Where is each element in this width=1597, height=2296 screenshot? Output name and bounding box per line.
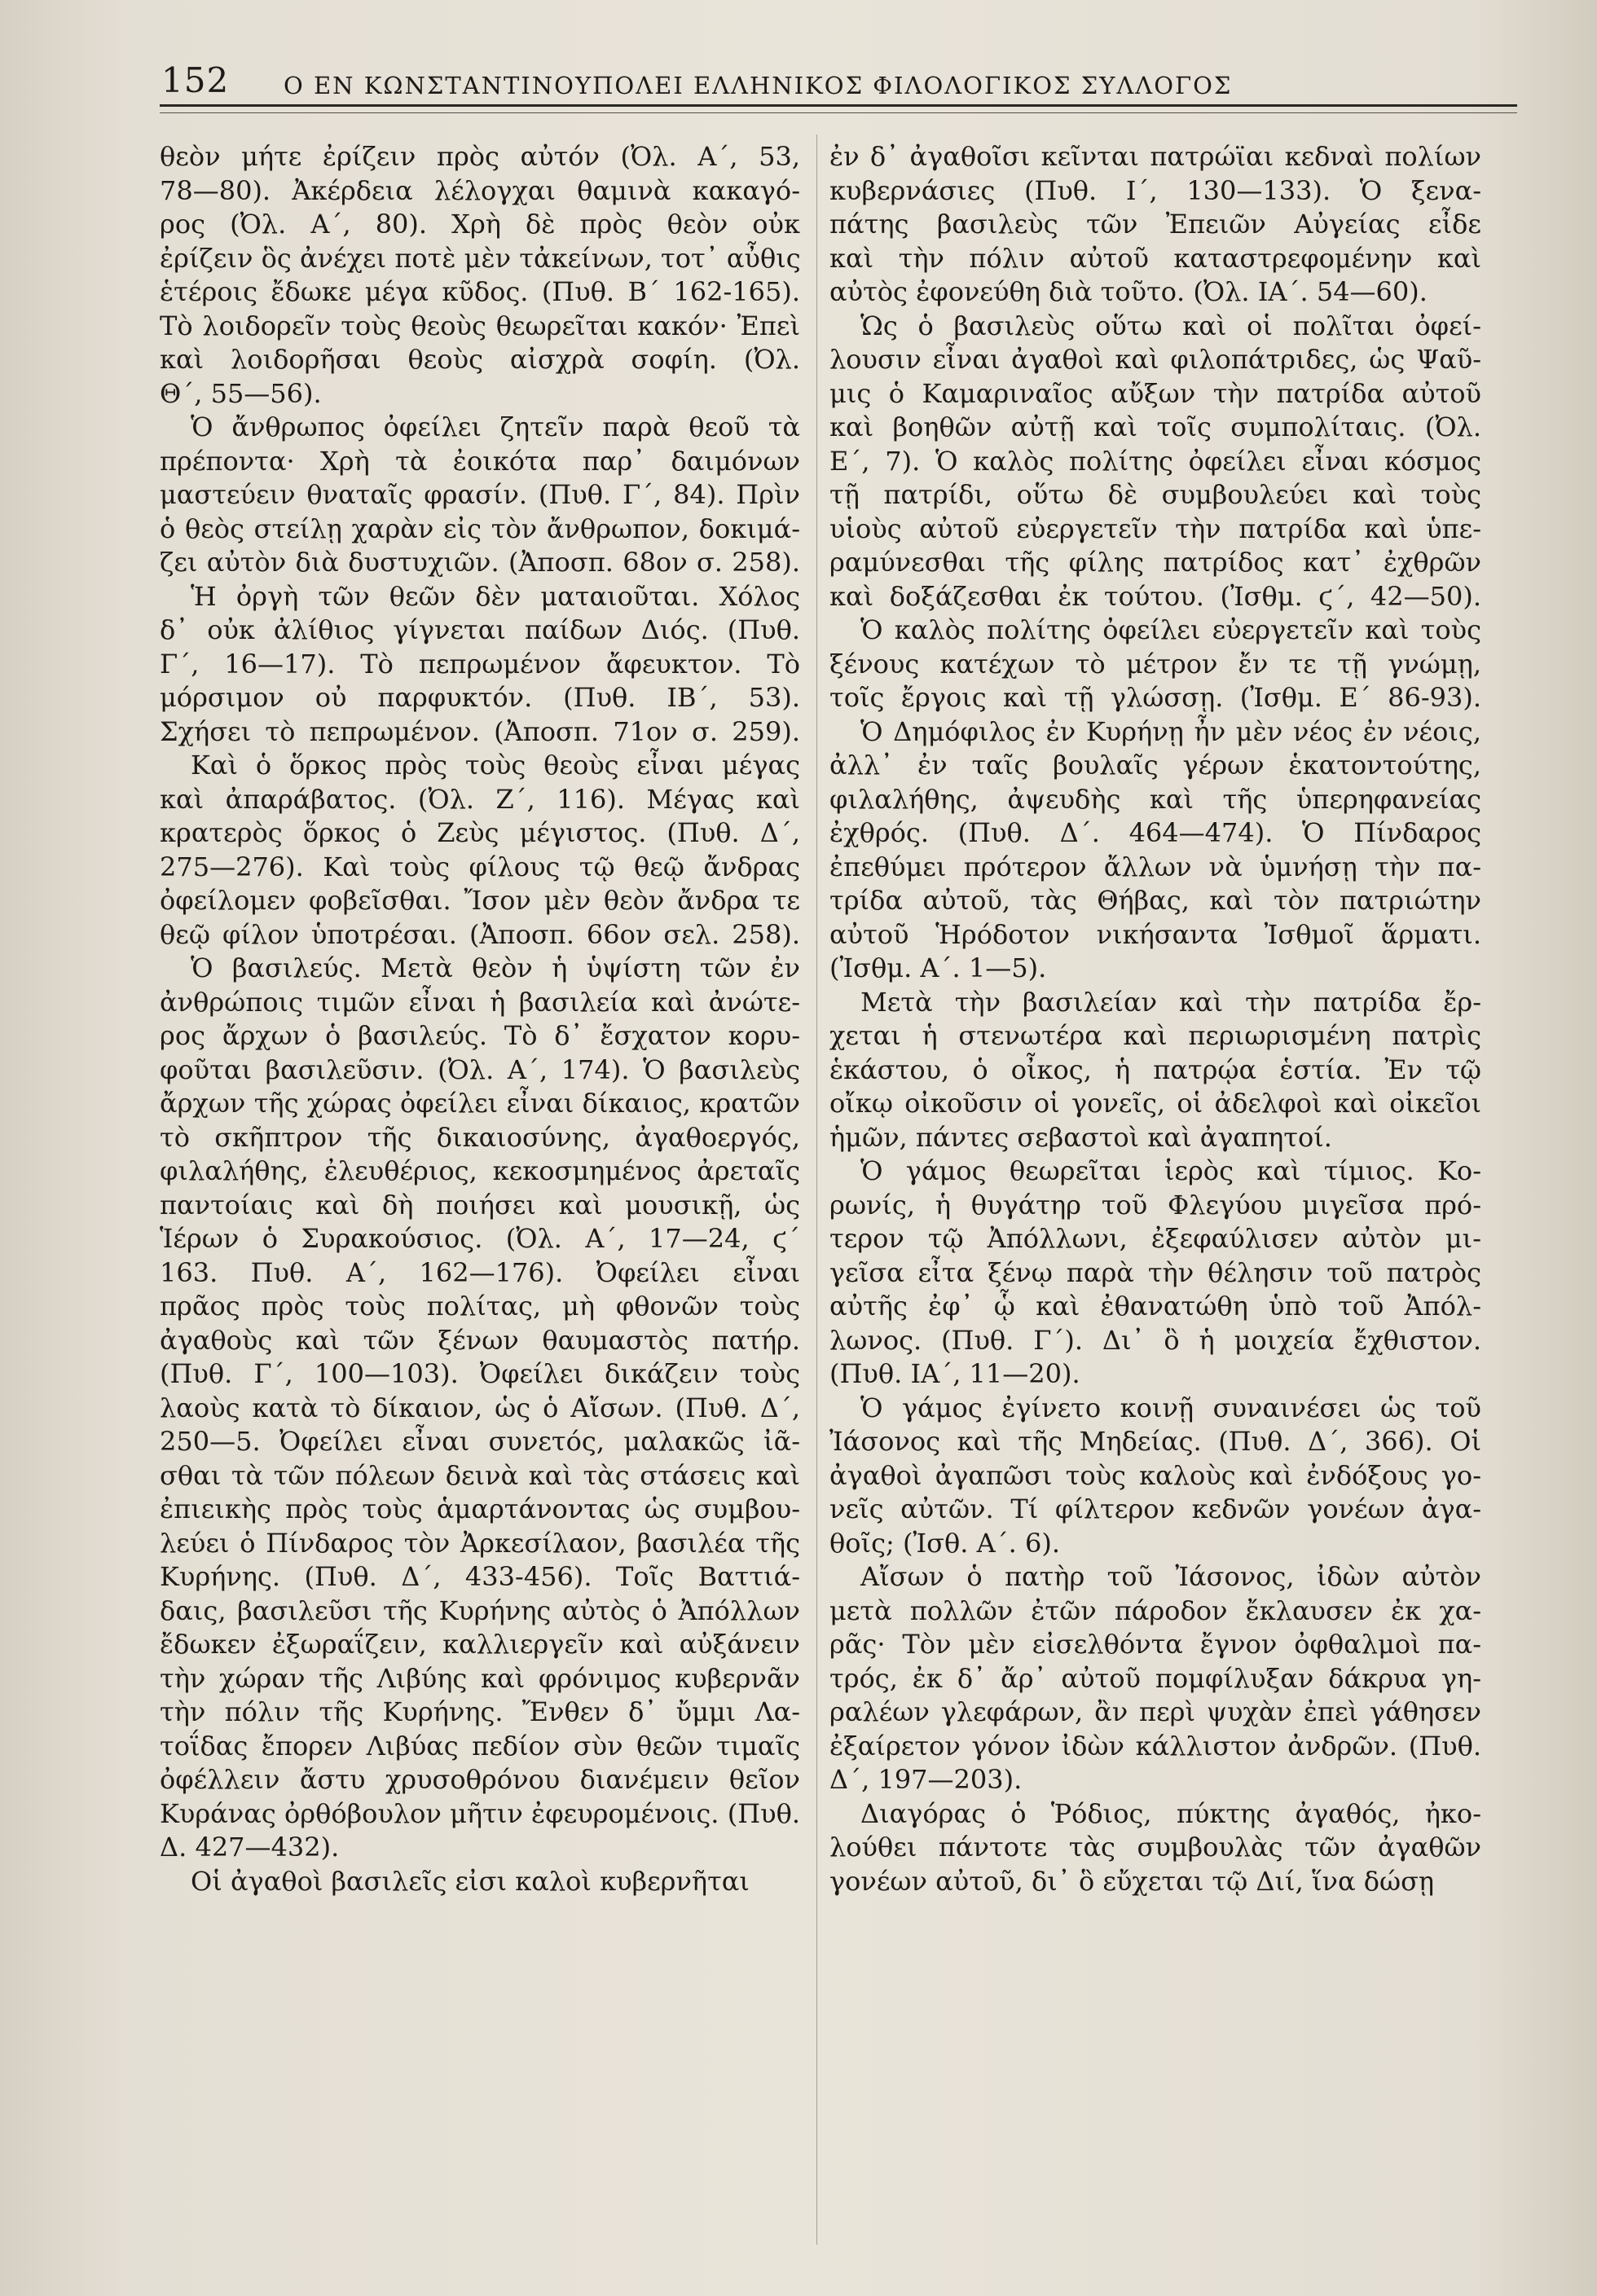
- text-line: φιλαλήθης, ἀψευδὴς καὶ τῆς ὑπερηφανείας: [829, 783, 1481, 815]
- text-line: γεῖσα εἶτα ξένῳ παρὰ τὴν θέλησιν τοῦ πατρὸς: [829, 1256, 1481, 1288]
- text-line: τὴν χώραν τῆς Λιβύης καὶ φρόνιμος κυβερνᾶν: [160, 1662, 800, 1694]
- text-line: ὀφείλομεν φοβεῖσθαι. Ἴσον μὲν θεὸν ἄνδρα τε: [160, 885, 800, 916]
- text-line: Δ. 427—432).: [160, 1832, 340, 1863]
- text-line: 163. Πυθ. Α΄, 162—176). Ὀφείλει εἶναι: [160, 1256, 800, 1288]
- text-line: νεῖς αὐτῶν. Τί φίλτερον κεδνῶν γονέων ἀγα-: [829, 1493, 1481, 1524]
- text-line: 250—5. Ὀφείλει εἶναι συνετός, μαλακῶς ἰᾶ-: [160, 1426, 800, 1457]
- text-line: ἐπιεικὴς πρὸς τοὺς ἁμαρτάνοντας ὡς συμβου-: [160, 1493, 800, 1524]
- column-divider: [816, 134, 817, 2245]
- text-line: λαοὺς κατὰ τὸ δίκαιον, ὡς ὁ Αἴσων. (Πυθ. Δ΄,: [160, 1392, 800, 1423]
- text-line: καὶ λοιδορῆσαι θεοὺς αἰσχρὰ σοφίη. (Ὀλ.: [160, 344, 800, 375]
- text-line: αὐτὸς ἐφονεύθη διὰ τοῦτο. (Ὀλ. ΙΑ΄. 54—60).: [829, 276, 1428, 307]
- text-line: αὐτῆς ἐφ᾽ ᾧ καὶ ἐθανατώθη ὑπὸ τοῦ Ἀπόλ-: [829, 1291, 1481, 1322]
- text-line: Ὁ ἄνθρωπος ὀφείλει ζητεῖν παρὰ θεοῦ τὰ: [191, 411, 800, 442]
- text-line: φιλαλήθης, ἐλευθέριος, κεκοσμημένος ἀρεταῖς: [160, 1155, 800, 1186]
- text-line: 78—80). Ἀκέρδεια λέλογχαι θαμινὰ κακαγό-: [160, 174, 800, 206]
- text-line: ἑτέροις ἔδωκε μέγα κῦδος. (Πυθ. Β΄ 162-165).: [160, 276, 800, 307]
- text-line: Κυρήνης. (Πυθ. Δ΄, 433-456). Τοῖς Βαττιά-: [160, 1561, 800, 1592]
- text-line: παντοίαις καὶ δὴ ποιήσει καὶ μουσικῇ, ὡς: [160, 1189, 800, 1221]
- text-line: ἄρχων τῆς χώρας ὀφείλει εἶναι δίκαιος, κρατῶν: [160, 1088, 800, 1119]
- text-line: Ἱέρων ὁ Συρακούσιος. (Ὀλ. Α΄, 17—24, ϛ΄: [160, 1223, 800, 1254]
- text-line: ρος ἄρχων ὁ βασιλεύς. Τὸ δ᾽ ἔσχατον κορυ-: [160, 1020, 800, 1051]
- text-line: Ἰάσονος καὶ τῆς Μηδείας. (Πυθ. Δ΄, 366). Οἱ: [829, 1426, 1481, 1457]
- text-line: μόρσιμον οὐ παρφυκτόν. (Πυθ. ΙΒ΄, 53).: [160, 682, 800, 713]
- text-line: ραλέων γλεφάρων, ἂν περὶ ψυχὰν ἐπεὶ γάθησεν: [829, 1696, 1481, 1727]
- header-rule-thin: [160, 112, 1517, 113]
- text-line: ἐν δ᾽ ἀγαθοῖσι κεῖνται πατρώϊαι κεδναὶ πολίων: [829, 141, 1481, 172]
- text-line: μετὰ πολλῶν ἐτῶν πάροδον ἔκλαυσεν ἐκ χα-: [829, 1594, 1481, 1626]
- text-line: λεύει ὁ Πίνδαρος τὸν Ἀρκεσίλαον, βασιλέα τῆς: [160, 1527, 800, 1559]
- text-line: σθαι τὰ τῶν πόλεων δεινὰ καὶ τὰς στάσεις καὶ: [160, 1459, 800, 1491]
- text-line: καὶ τὴν πόλιν αὐτοῦ καταστρεφομένην καὶ: [829, 242, 1481, 274]
- text-line: πρέποντα· Χρὴ τὰ ἐοικότα παρ᾽ δαιμόνων: [160, 445, 800, 477]
- text-line: λωνος. (Πυθ. Γ΄). Δι᾽ ὃ ἡ μοιχεία ἔχθιστον.: [829, 1324, 1481, 1356]
- text-line: ὁ θεὸς στείλῃ χαρὰν εἰς τὸν ἄνθρωπον, δοκιμά-: [160, 512, 800, 544]
- text-line: ἐπεθύμει πρότερον ἄλλων νὰ ὑμνήσῃ τὴν πα-: [829, 851, 1481, 882]
- header-rule: [160, 104, 1517, 107]
- text-line: Καὶ ὁ ὅρκος πρὸς τοὺς θεοὺς εἶναι μέγας: [191, 750, 800, 781]
- text-line: Ὁ γάμος θεωρεῖται ἱερὸς καὶ τίμιος. Κο-: [860, 1155, 1481, 1186]
- text-line: υἱοὺς αὐτοῦ εὐεργετεῖν τὴν πατρίδα καὶ ὑπε-: [829, 512, 1481, 544]
- text-line: πρᾶος πρὸς τοὺς πολίτας, μὴ φθονῶν τοὺς: [160, 1291, 800, 1322]
- text-line: ζει αὐτὸν διὰ δυστυχιῶν. (Ἀποσπ. 68ον σ. 258).: [160, 547, 800, 578]
- text-line: πάτης βασιλεὺς τῶν Ἐπειῶν Αὐγείας εἶδε: [829, 209, 1481, 240]
- text-line: ὀφέλλειν ἄστυ χρυσοθρόνου διανέμειν θεῖον: [160, 1764, 800, 1795]
- text-line: τοΐδας ἔπορεν Λιβύας πεδίον σὺν θεῶν τιμαῖς: [160, 1730, 800, 1762]
- text-line: δ᾽ οὐκ ἀλίθιος γίγνεται παίδων Διός. (Πυθ.: [160, 614, 800, 645]
- text-line: ἡμῶν, πάντες σεβαστοὶ καὶ ἀγαπητοί.: [829, 1121, 1332, 1153]
- text-line: καὶ βοηθῶν αὐτῇ καὶ τοῖς συμπολίταις. (Ὀλ.: [829, 411, 1481, 442]
- text-line: Κυράνας ὀρθόβουλον μῆτιν ἐφευρομένοις. (Πυθ.: [160, 1797, 800, 1829]
- text-line: οἴκῳ οἰκοῦσιν οἱ γονεῖς, οἱ ἀδελφοὶ καὶ οἰκεῖοι: [829, 1088, 1481, 1119]
- text-line: ρωνίς, ἡ θυγάτηρ τοῦ Φλεγύου μιγεῖσα πρό-: [829, 1189, 1481, 1221]
- text-line: τὸ σκῆπτρον τῆς δικαιοσύνης, ἀγαθοεργός,: [160, 1121, 800, 1153]
- running-title: Ο ΕΝ ΚΩΝΣΤΑΝΤΙΝΟΥΠΟΛΕΙ ΕΛΛΗΝΙΚΟΣ ΦΙΛΟΛΟΓΙΚΟΣ ΣΥΛΛΟΓΟΣ: [284, 72, 1233, 99]
- text-line: τρός, ἐκ δ᾽ ἄρ᾽ αὐτοῦ πομφίλυξαν δάκρυα γη-: [829, 1662, 1481, 1694]
- text-line: ἐρίζειν ὃς ἀνέχει ποτὲ μὲν τἀκείνων, τοτ᾽ αὖθις: [160, 242, 801, 274]
- text-line: θεὸν μήτε ἐρίζειν πρὸς αὐτόν (Ὀλ. Α΄, 53,: [160, 141, 800, 172]
- text-line: καὶ ἀπαράβατος. (Ὀλ. Ζ΄, 116). Μέγας καὶ: [160, 783, 800, 815]
- text-line: ἀλλ᾽ ἐν ταῖς βουλαῖς γέρων ἑκατοντούτης,: [829, 750, 1481, 781]
- text-line: τῇ πατρίδι, οὕτω δὲ συμβουλεύει καὶ τοὺς: [829, 479, 1481, 510]
- text-line: ρος (Ὀλ. Α΄, 80). Χρὴ δὲ πρὸς θεὸν οὐκ: [160, 209, 800, 240]
- text-line: χεται ἡ στενωτέρα καὶ περιωρισμένη πατρὶς: [829, 1020, 1481, 1051]
- text-line: φοῦται βασιλεῦσιν. (Ὀλ. Α΄, 174). Ὁ βασιλεὺς: [160, 1053, 800, 1085]
- page-header: [161, 60, 1530, 101]
- text-line: Ὡς ὁ βασιλεὺς οὕτω καὶ οἱ πολῖται ὀφεί-: [860, 310, 1481, 341]
- text-line: Ὁ καλὸς πολίτης ὀφείλει εὐεργετεῖν καὶ τοὺς: [860, 614, 1481, 645]
- text-line: κρατερὸς ὅρκος ὁ Ζεὺς μέγιστος. (Πυθ. Δ΄,: [160, 817, 800, 848]
- text-line: μις ὁ Καμαριναῖος αὔξων τὴν πατρίδα αὐτοῦ: [829, 377, 1481, 409]
- text-line: ἔδωκεν ἐξωραΐζειν, καλλιεργεῖν καὶ αὐξάνειν: [160, 1629, 800, 1660]
- text-line: ραμύνεσθαι τῆς φίλης πατρίδος κατ᾽ ἐχθρῶν: [829, 547, 1481, 578]
- text-line: Δ΄, 197—203).: [829, 1764, 1023, 1795]
- text-line: ἐχθρός. (Πυθ. Δ΄. 464—474). Ὁ Πίνδαρος: [829, 817, 1481, 848]
- text-line: δαις, βασιλεῦσι τῆς Κυρήνης αὐτὸς ὁ Ἀπόλλων: [160, 1594, 800, 1626]
- text-line: Ὁ βασιλεύς. Μετὰ θεὸν ἡ ὑψίστη τῶν ἐν: [191, 952, 800, 983]
- text-line: Διαγόρας ὁ Ῥόδιος, πύκτης ἀγαθός, ἠκο-: [860, 1797, 1481, 1829]
- text-line: αὐτοῦ Ἡρόδοτον νικήσαντα Ἰσθμοῖ ἅρματι.: [829, 918, 1481, 950]
- text-line: ἀγαθοὺς καὶ τῶν ξένων θαυμαστὸς πατήρ.: [160, 1324, 800, 1356]
- page-number: 152: [161, 60, 230, 100]
- text-line: Αἴσων ὁ πατὴρ τοῦ Ἰάσονος, ἰδὼν αὐτὸν: [860, 1561, 1481, 1592]
- text-line: Μετὰ τὴν βασιλείαν καὶ τὴν πατρίδα ἔρ-: [860, 986, 1481, 1018]
- text-line: Θ΄, 55—56).: [160, 377, 322, 409]
- text-line: λουσιν εἶναι ἀγαθοὶ καὶ φιλοπάτριδες, ὡς Ψαῦ-: [829, 344, 1481, 375]
- text-line: θοῖς; (Ἰσθ. Α΄. 6).: [829, 1527, 1061, 1559]
- text-line: ρᾶς· Τὸν μὲν εἰσελθόντα ἔγνον ὀφθαλμοὶ πα-: [829, 1629, 1481, 1660]
- text-line: καὶ δοξάζεσθαι ἐκ τούτου. (Ἰσθμ. ϛ΄, 42—50).: [829, 580, 1481, 612]
- text-line: Τὸ λοιδορεῖν τοὺς θεοὺς θεωρεῖται κακόν· Ἐπεὶ: [160, 310, 800, 341]
- text-line: (Πυθ. Γ΄, 100—103). Ὀφείλει δικάζειν τοὺς: [160, 1358, 800, 1389]
- text-line: Σχήσει τὸ πεπρωμένον. (Ἀποσπ. 71ον σ. 259).: [160, 715, 800, 747]
- text-line: Γ΄, 16—17). Τὸ πεπρωμένον ἄφευκτον. Τὸ: [160, 648, 800, 680]
- left-text-column: [160, 140, 800, 1898]
- text-line: θεῷ φίλον ὑποτρέσαι. (Ἀποσπ. 66ον σελ. 258).: [160, 918, 800, 950]
- text-line: τερον τῷ Ἀπόλλωνι, ἐξεφαύλισεν αὐτὸν μι-: [829, 1223, 1481, 1254]
- text-line: τοῖς ἔργοις καὶ τῇ γλώσσῃ. (Ἰσθμ. Ε΄ 86-93).: [829, 682, 1481, 713]
- text-line: λούθει πάντοτε τὰς συμβουλὰς τῶν ἀγαθῶν: [829, 1832, 1481, 1863]
- text-line: ἀνθρώποις τιμῶν εἶναι ἡ βασιλεία καὶ ἀνώτε-: [160, 986, 800, 1018]
- text-line: ξένους κατέχων τὸ μέτρον ἔν τε τῇ γνώμῃ,: [829, 648, 1481, 680]
- text-line: γονέων αὐτοῦ, δι᾽ ὃ εὔχεται τῷ Διί, ἵνα δώσῃ: [829, 1865, 1435, 1897]
- text-line: τὴν πόλιν τῆς Κυρήνης. Ἔνθεν δ᾽ ὔμμι Λα-: [160, 1696, 800, 1727]
- text-line: Ε΄, 7). Ὁ καλὸς πολίτης ὀφείλει εἶναι κόσμος: [829, 445, 1481, 477]
- text-line: Οἱ ἀγαθοὶ βασιλεῖς εἰσι καλοὶ κυβερνῆται: [191, 1865, 750, 1897]
- text-line: (Πυθ. ΙΑ΄, 11—20).: [829, 1358, 1080, 1389]
- right-text-column: [829, 140, 1481, 1898]
- text-line: ἑκάστου, ὁ οἶκος, ἡ πατρῴα ἑστία. Ἐν τῷ: [829, 1053, 1481, 1085]
- text-line: 275—276). Καὶ τοὺς φίλους τῷ θεῷ ἄνδρας: [160, 851, 800, 882]
- text-line: μαστεύειν θναταῖς φρασίν. (Πυθ. Γ΄, 84). Πρὶν: [160, 479, 800, 510]
- text-line: Ἡ ὀργὴ τῶν θεῶν δὲν ματαιοῦται. Χόλος: [191, 580, 800, 612]
- text-line: (Ἰσθμ. Α΄. 1—5).: [829, 952, 1047, 983]
- text-line: ἀγαθοὶ ἀγαπῶσι τοὺς καλοὺς καὶ ἐνδόξους γο-: [829, 1459, 1481, 1491]
- text-line: κυβερνάσιες (Πυθ. Ι΄, 130—133). Ὁ ξενα-: [829, 174, 1481, 206]
- text-line: τρίδα αὐτοῦ, τὰς Θήβας, καὶ τὸν πατριώτην: [829, 885, 1481, 916]
- text-line: Ὁ Δημόφιλος ἐν Κυρήνῃ ἦν μὲν νέος ἐν νέοις,: [860, 715, 1481, 747]
- text-line: ἐξαίρετον γόνον ἰδὼν κάλλιστον ἀνδρῶν. (Πυθ.: [829, 1730, 1481, 1762]
- text-line: Ὁ γάμος ἐγίνετο κοινῇ συναινέσει ὡς τοῦ: [860, 1392, 1481, 1423]
